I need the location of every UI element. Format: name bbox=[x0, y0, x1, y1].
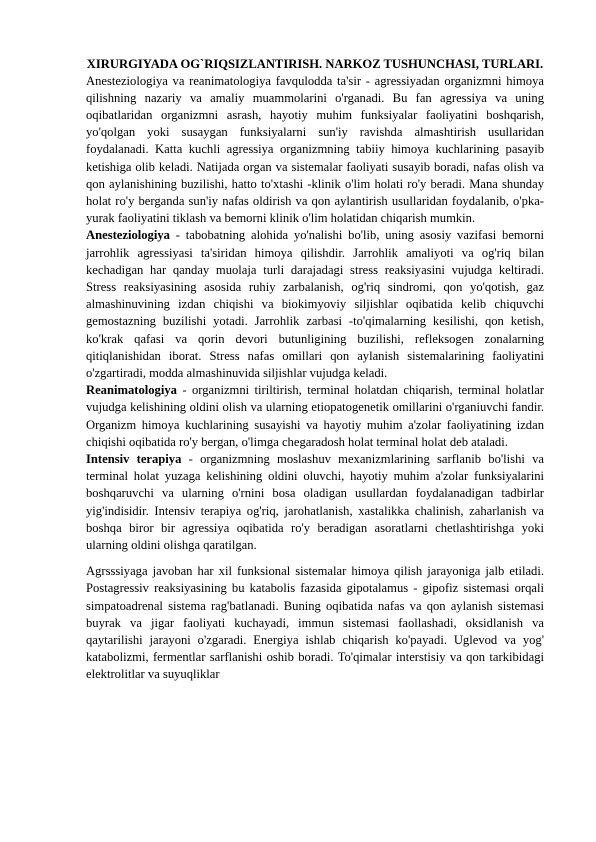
term-intensiv-terapiya: Intensiv terapiya bbox=[86, 451, 182, 466]
term-anesteziologiya: Anesteziologiya bbox=[86, 228, 170, 243]
document-title: XIRURGIYADA OG`RIQSIZLANTIRISH. NARKOZ TUSHUNCHASI, TURLARI. bbox=[86, 57, 544, 71]
paragraph-text: Anesteziologiya va reanimatologiya favqulodda ta'sir - agressiyadan organizmni himoya qilishning nazariy va amaliy muammolarini o'rganadi. Bu fan agressiya va uning oqibatlaridan organizmni asrash, hayotiy muhim funksiyalar faoliyatini boshqarish, yo'qolgan yoki susaygan funksiyalarni sun'iy ravishda almashtirish usullaridan foydalanadi. Katta kuchli agressiya organizmning tabiiy himoya kuchlarining pasayib ketishiga olib keladi. Natijada organ va sistemalar faoliyati susayib boradi, nafas olish va qon aylanishining buzilishi, hatto to'xtashi -klinik o'lim holati ro'y beradi. Mana shunday holat ro'y berganda sun'iy nafas oldirish va qon aylantirish usullaridan foydalanib, o'pka-yurak faoliyatini tiklash va bemorni klinik o'lim holatidan chiqarish mumkin. bbox=[86, 73, 544, 226]
paragraph-intro bbox=[86, 73, 544, 228]
paragraph-text: - tabobatning alohida yo'nalishi bo'lib, uning asosiy vazifasi bemorni jarrohlik agressiyasi ta'siridan himoya qilishdir. Jarrohlik amaliyoti va og'riq bilan kechadigan har qanday muolaja turli darajadagi stress reaksiyasini vujudga keltiradi. Stress reaksiyasining asosida ruhiy zarbalanish, og'riq sindromi, qon yo'qotish, gaz almashinuvining izdan chiqishi va biokimyoviy siljishlar oqibatida kelib chiquvchi gemostazning buzilishi yotadi. Jarrohlik zarbasi -to'qimalarning kesilishi, qon ketish, ko'krak qafasi va qorin devori butunligining buzilishi, refleksogen zonalarning qitiqlanishidan iborat. Stress nafas omillari qon aylanish sistemalarining faoliyatini o'zgartiradi, modda almashinuvida siljishlar vujudga keladi. bbox=[86, 228, 544, 380]
term-reanimatologiya: Reanimatologiya bbox=[86, 383, 177, 398]
paragraph-text: - organizmning moslashuv mexanizmlarining sarflanib bo'lishi va terminal holat yuzaga kelishining oldini oluvchi, hayotiy muhim a'zolar funksiyalarini boshqaruvchi va ularning o'rnini bosa oladigan usullardan foydalanadigan tadbirlar yig'indisidir. Intensiv terapiya og'riq, jarohatlanish, xastalikka chalinish, zaharlanish va boshqa biror bir agressiya oqibatida ro'y beradigan asoratlarni chetlashtirishga yoki ularning oldini olishga qaratilgan. bbox=[86, 451, 544, 552]
paragraph-intensiv-terapiya bbox=[86, 451, 544, 554]
paragraph-agressiya bbox=[86, 563, 544, 683]
paragraph-anesteziologiya bbox=[86, 227, 544, 382]
paragraph-reanimatologiya bbox=[86, 382, 544, 451]
document-page bbox=[86, 56, 544, 684]
paragraph-text: Agrsssiyaga javoban har xil funksional sistemalar himoya qilish jarayoniga jalb etiladi. Postagressiv reaksiyasining bu katabolis fazasida gipotalamus - gipofiz sistemasi orqali simpatoadrenal sistema rag'batlanadi. Buning oqibatida nafas va qon aylanish sistemasi buyrak va jigar faoliyati kuchayadi, immun sistemasi faollashadi, oksidlanish va qaytarilishi jarayoni o'zgaradi. Energiya ishlab chiqarish ko'payadi. Uglevod va yog' katabolizmi, fermentlar sarflanishi oshib boradi. To'qimalar interstisiy va qon tarkibidagi elektrolitlar va suyuqliklar bbox=[86, 564, 544, 682]
paragraph-text: - organizmni tiriltirish, terminal holatdan chiqarish, terminal holatlar vujudga kelishining oldini olish va ularning etiopatogenetik omillarini o'rganiuvchi fandir. Organizm himoya kuchlarining susayishi va hayotiy muhim a'zolar faoliyatining izdan chiqishi oqibatida ro'y bergan, o'limga chegaradosh holat terminal holat deb ataladi. bbox=[86, 383, 544, 449]
